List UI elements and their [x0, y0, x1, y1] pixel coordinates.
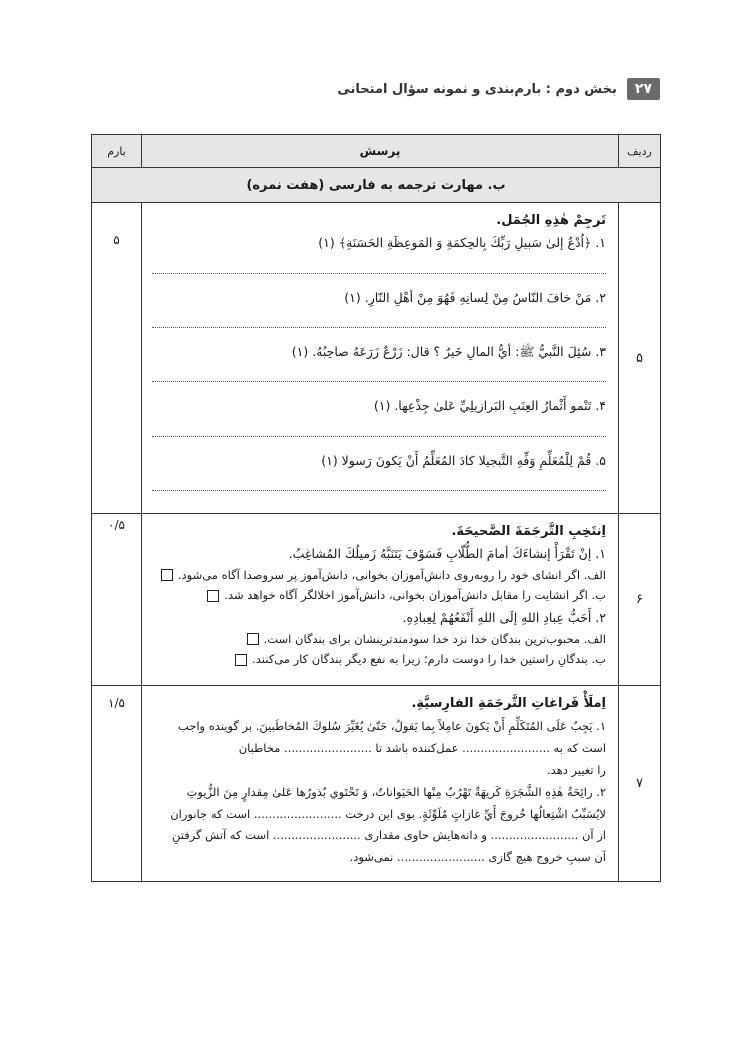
- question-item: ۱. ﴿اُدْعُ إلىٰ سَبيلِ رَبِّكَ بِالحِكمَةِ وَ المَوعِظَةِ الحَسَنَةِ﴾ (۱): [318, 235, 606, 251]
- table-header-row: [92, 135, 661, 168]
- question-item: ۱. يَجِبُ عَلَی المُتَكَلِّمِ أَنْ يَكونَ عامِلاً بِما يَقولُ، حَتّیٰ يُغَيِّرَ سُلوكَ المُخاطَبينَ. بر گوینده واجب: [177, 719, 606, 734]
- section-row: [92, 168, 661, 203]
- option-row[interactable]: [152, 651, 606, 669]
- fill-line[interactable]: از آن ........................ و دانه‌هایش حاوی مقداری ........................ است که آتش گرفتنِ: [171, 828, 606, 843]
- row-number: ۶: [619, 514, 661, 686]
- question-item: ۲. مَنْ خافَ النّاسُ مِنْ لِسانِهِ فَهُوَ مِنْ أهْلِ النّارِ. (۱): [344, 289, 606, 305]
- answer-line[interactable]: [152, 424, 606, 437]
- question-instruction: تَرجِمْ هٰذِهِ الجُمَل.: [496, 213, 606, 228]
- col-header-radif: ردیف: [619, 135, 661, 168]
- question-item: ۱. إنْ تَقْرَأْ إنشاءَكَ أمامَ الطُّلّابِ فَسَوْفَ يَتَنَبَّهُ زَميلُكَ المُشاغِبُ.: [288, 546, 606, 562]
- answer-line[interactable]: [152, 261, 606, 274]
- row-barem: ۱/۵: [92, 686, 142, 882]
- fill-line[interactable]: لايُسَبِّبُ اشْتِعالُها خُروجَ أَيِّ غازاتٍ مُلَوِّثَةٍ. بوی این درخت ........................ است که جانوران: [170, 806, 606, 821]
- question-item: ۲. رائِحَةُ هٰذِهِ الشَّجَرَةِ كَريهَةٌ تَهْرُبُ مِنْها الحَيَواناتُ، وَ تَحْتَوي بُذورُها عَلیٰ مِقدارٍ مِنَ الزُّيوتِ: [186, 784, 606, 799]
- row-barem: ۰/۵: [92, 514, 142, 686]
- table-row: [92, 686, 661, 882]
- header-title: بخش دوم : بارم‌بندی و نمونه سؤال امتحانی: [337, 81, 617, 97]
- question-item: ۳. سُئِلَ النَّبيُّ ﷺ: أيُّ المالِ خَيرٌ ؟ قال: زَرْعٌ زَرَعَهُ صاحِبُهُ. (۱): [291, 343, 606, 359]
- answer-line[interactable]: [152, 315, 606, 328]
- row-number: ۵: [619, 203, 661, 514]
- question-instruction: اِملَأْ فَراغاتِ التَّرجَمَةِ الفارِسيَّةِ.: [411, 696, 606, 712]
- option-row[interactable]: [152, 587, 606, 605]
- answer-line[interactable]: [152, 478, 606, 491]
- question-item: ۵. قُمْ لِلْمُعَلِّمِ وَفِّهِ التَّبجيلا كادَ المُعَلِّمُ أَنْ يَكونَ رَسولا (۱): [321, 452, 606, 468]
- question-instruction: اِنتَخِبِ التَّرجَمَةَ الصَّحيحَةَ.: [451, 524, 606, 540]
- table-row: [92, 514, 661, 686]
- option-label: ب. اگر انشایت را مقابل دانش‌آموزان بخوانی، دانش‌آموز اخلالگر آگاه خواهد شد.: [224, 588, 606, 603]
- answer-line[interactable]: [152, 369, 606, 382]
- option-row[interactable]: [152, 631, 606, 649]
- option-label: الف. اگر انشای خود را روبه‌روی دانش‌آموزان بخوانی، دانش‌آموز پر سروصدا آگاه می‌شود.: [177, 567, 606, 582]
- question-cell: [142, 203, 619, 514]
- question-cell: [142, 514, 619, 686]
- fill-line[interactable]: آن سببِ خروج هیچ گازی ........................ نمی‌شود.: [349, 850, 606, 865]
- checkbox[interactable]: [207, 590, 219, 602]
- checkbox[interactable]: [161, 569, 173, 581]
- checkbox[interactable]: [235, 654, 247, 666]
- fill-line: را تغییر دهد.: [547, 762, 606, 777]
- question-item: ۴. تَنْمو أَثْمارُ العِنَبِ البَرازيلِيِّ عَلیٰ جِذْعِها. (۱): [373, 398, 606, 414]
- fill-line[interactable]: است که به ........................ عمل‌کننده باشد تا ........................ مخاطبان: [238, 741, 606, 755]
- question-item: ۲. أَحَبُّ عِبادِ اللهِ إلَى اللهِ أَنْفَعُهُمْ لِعِبادِهِ.: [402, 610, 606, 626]
- question-cell: [142, 686, 619, 882]
- row-barem: ۵: [92, 203, 142, 514]
- section-title: ب. مهارت ترجمه به فارسی (هفت نمره): [92, 168, 661, 203]
- col-header-question: پرسش: [142, 135, 619, 168]
- page-number: ۲۷: [627, 78, 660, 100]
- option-label: ب. بندگانِ راستین خدا را دوست دارم؛ زیرا به نفع دیگر بندگان کار می‌کنند.: [252, 652, 606, 667]
- checkbox[interactable]: [247, 633, 259, 645]
- option-row[interactable]: [152, 567, 606, 585]
- col-header-barem: بارم: [92, 135, 142, 168]
- row-number: ۷: [619, 686, 661, 882]
- option-label: الف. محبوب‌ترین بندگان خدا نزد خدا سودمندترینشان برای بندگان است.: [263, 631, 606, 646]
- table-row: [92, 203, 661, 514]
- page-header: [92, 76, 660, 102]
- exam-table: [91, 134, 661, 882]
